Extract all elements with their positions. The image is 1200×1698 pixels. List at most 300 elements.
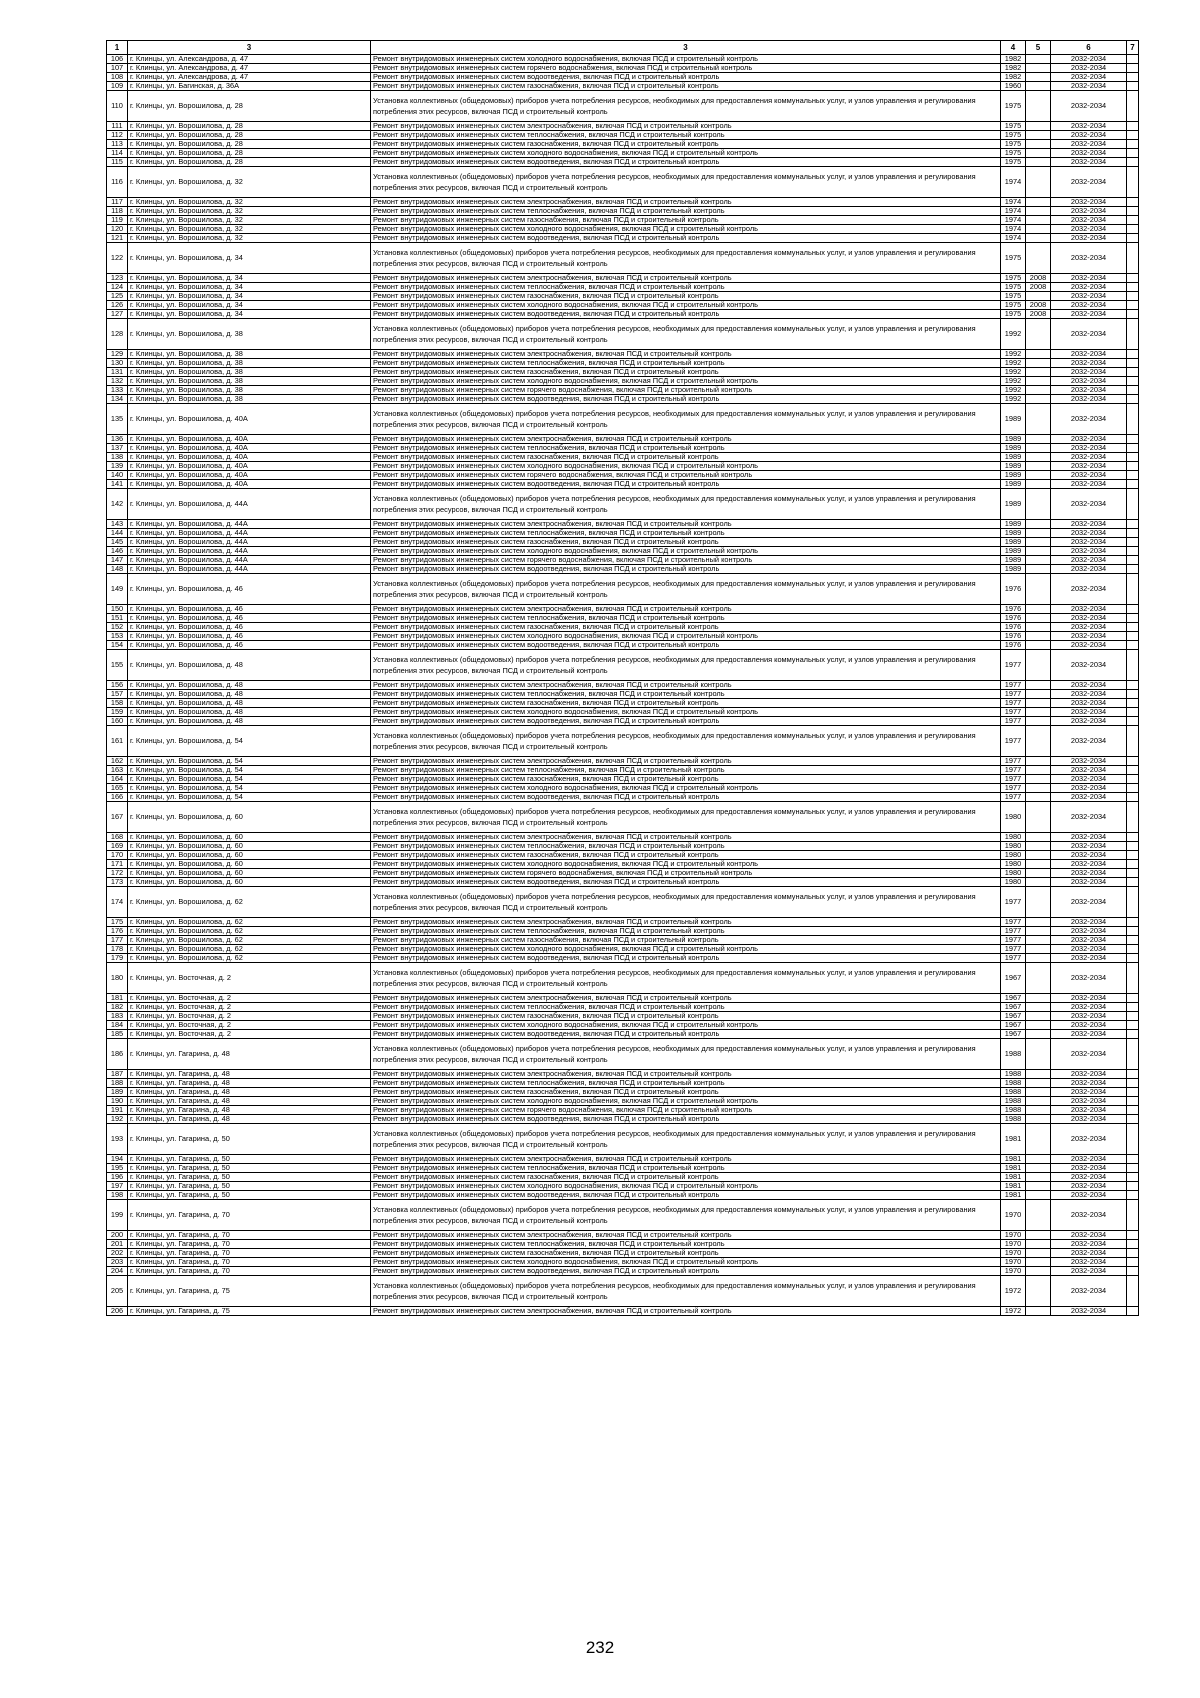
row-number: 205 bbox=[107, 1276, 128, 1307]
planned-period-cell: 2032-2034 bbox=[1051, 1258, 1127, 1267]
year-built-cell: 1988 bbox=[1001, 1039, 1026, 1070]
planned-period-cell: 2032-2034 bbox=[1051, 292, 1127, 301]
year-built-cell: 1981 bbox=[1001, 1164, 1026, 1173]
table-row bbox=[107, 1088, 1139, 1097]
work-description-cell: Ремонт внутридомовых инженерных систем электроснабжения, включая ПСД и строительный контроль bbox=[371, 605, 1001, 614]
row-number: 152 bbox=[107, 623, 128, 632]
table-row bbox=[107, 73, 1139, 82]
planned-period-cell: 2032-2034 bbox=[1051, 793, 1127, 802]
row-number: 115 bbox=[107, 158, 128, 167]
empty-cell bbox=[1127, 878, 1139, 887]
table-row bbox=[107, 918, 1139, 927]
year-built-cell: 1970 bbox=[1001, 1200, 1026, 1231]
address-cell: г. Клинцы, ул. Ворошилова, д. 54 bbox=[128, 775, 371, 784]
last-repair-year-cell bbox=[1026, 1021, 1051, 1030]
empty-cell bbox=[1127, 650, 1139, 681]
empty-cell bbox=[1127, 158, 1139, 167]
last-repair-year-cell bbox=[1026, 350, 1051, 359]
work-description-cell: Ремонт внутридомовых инженерных систем теплоснабжения, включая ПСД и строительный контроль bbox=[371, 529, 1001, 538]
last-repair-year-cell bbox=[1026, 574, 1051, 605]
last-repair-year-cell bbox=[1026, 520, 1051, 529]
row-number: 155 bbox=[107, 650, 128, 681]
work-description-cell: Ремонт внутридомовых инженерных систем газоснабжения, включая ПСД и строительный контроль bbox=[371, 1012, 1001, 1021]
address-cell: г. Клинцы, ул. Ворошилова, д. 44А bbox=[128, 529, 371, 538]
table-row bbox=[107, 453, 1139, 462]
year-built-cell: 1981 bbox=[1001, 1155, 1026, 1164]
year-built-cell: 1967 bbox=[1001, 1003, 1026, 1012]
last-repair-year-cell bbox=[1026, 918, 1051, 927]
planned-period-cell: 2032-2034 bbox=[1051, 699, 1127, 708]
address-cell: г. Клинцы, ул. Ворошилова, д. 34 bbox=[128, 292, 371, 301]
last-repair-year-cell bbox=[1026, 73, 1051, 82]
row-number: 162 bbox=[107, 757, 128, 766]
year-built-cell: 1977 bbox=[1001, 726, 1026, 757]
empty-cell bbox=[1127, 1191, 1139, 1200]
work-description-cell: Ремонт внутридомовых инженерных систем холодного водоснабжения, включая ПСД и строительный контроль bbox=[371, 377, 1001, 386]
row-number: 175 bbox=[107, 918, 128, 927]
table-row bbox=[107, 963, 1139, 994]
address-cell: г. Клинцы, ул. Ворошилова, д. 54 bbox=[128, 757, 371, 766]
table-row bbox=[107, 350, 1139, 359]
year-built-cell: 1976 bbox=[1001, 605, 1026, 614]
empty-cell bbox=[1127, 1173, 1139, 1182]
last-repair-year-cell bbox=[1026, 1249, 1051, 1258]
year-built-cell: 1967 bbox=[1001, 963, 1026, 994]
year-built-cell: 1977 bbox=[1001, 708, 1026, 717]
last-repair-year-cell bbox=[1026, 1240, 1051, 1249]
empty-cell bbox=[1127, 1021, 1139, 1030]
planned-period-cell: 2032-2034 bbox=[1051, 681, 1127, 690]
row-number: 158 bbox=[107, 699, 128, 708]
planned-period-cell: 2032-2034 bbox=[1051, 149, 1127, 158]
table-row bbox=[107, 681, 1139, 690]
last-repair-year-cell bbox=[1026, 565, 1051, 574]
row-number: 120 bbox=[107, 225, 128, 234]
table-row bbox=[107, 766, 1139, 775]
table-row bbox=[107, 614, 1139, 623]
address-cell: г. Клинцы, ул. Ворошилова, д. 38 bbox=[128, 350, 371, 359]
year-built-cell: 1975 bbox=[1001, 310, 1026, 319]
register-sheet bbox=[106, 40, 1139, 1316]
row-number: 157 bbox=[107, 690, 128, 699]
year-built-cell: 1989 bbox=[1001, 547, 1026, 556]
table-row bbox=[107, 927, 1139, 936]
planned-period-cell: 2032-2034 bbox=[1051, 1307, 1127, 1316]
header-cell: 3 bbox=[128, 41, 371, 55]
address-cell: г. Клинцы, ул. Гагарина, д. 48 bbox=[128, 1079, 371, 1088]
planned-period-cell: 2032-2034 bbox=[1051, 1124, 1127, 1155]
planned-period-cell: 2032-2034 bbox=[1051, 623, 1127, 632]
empty-cell bbox=[1127, 1106, 1139, 1115]
year-built-cell: 1988 bbox=[1001, 1070, 1026, 1079]
address-cell: г. Клинцы, ул. Ворошилова, д. 34 bbox=[128, 301, 371, 310]
table-row bbox=[107, 243, 1139, 274]
last-repair-year-cell bbox=[1026, 954, 1051, 963]
table-row bbox=[107, 757, 1139, 766]
table-row bbox=[107, 64, 1139, 73]
header-cell: 3 bbox=[371, 41, 1001, 55]
planned-period-cell: 2032-2034 bbox=[1051, 82, 1127, 91]
year-built-cell: 1989 bbox=[1001, 565, 1026, 574]
work-description-cell: Установка коллективных (общедомовых) приборов учета потребления ресурсов, необходимых для предоставления коммунальных услуг, и узлов управления и регулирования потребления этих ресурсов, включая ПСД и строительный контроль bbox=[371, 726, 1001, 757]
planned-period-cell: 2032-2034 bbox=[1051, 140, 1127, 149]
empty-cell bbox=[1127, 565, 1139, 574]
empty-cell bbox=[1127, 1003, 1139, 1012]
row-number: 147 bbox=[107, 556, 128, 565]
row-number: 122 bbox=[107, 243, 128, 274]
empty-cell bbox=[1127, 274, 1139, 283]
address-cell: г. Клинцы, ул. Ворошилова, д. 32 bbox=[128, 167, 371, 198]
row-number: 197 bbox=[107, 1182, 128, 1191]
address-cell: г. Клинцы, ул. Ворошилова, д. 40А bbox=[128, 471, 371, 480]
last-repair-year-cell bbox=[1026, 842, 1051, 851]
table-row bbox=[107, 158, 1139, 167]
last-repair-year-cell bbox=[1026, 131, 1051, 140]
table-row bbox=[107, 131, 1139, 140]
last-repair-year-cell bbox=[1026, 632, 1051, 641]
address-cell: г. Клинцы, ул. Ворошилова, д. 60 bbox=[128, 842, 371, 851]
planned-period-cell: 2032-2034 bbox=[1051, 453, 1127, 462]
year-built-cell: 1989 bbox=[1001, 538, 1026, 547]
address-cell: г. Клинцы, ул. Гагарина, д. 70 bbox=[128, 1200, 371, 1231]
planned-period-cell: 2032-2034 bbox=[1051, 565, 1127, 574]
planned-period-cell: 2032-2034 bbox=[1051, 1164, 1127, 1173]
table-row bbox=[107, 1276, 1139, 1307]
empty-cell bbox=[1127, 404, 1139, 435]
work-description-cell: Ремонт внутридомовых инженерных систем электроснабжения, включая ПСД и строительный контроль bbox=[371, 918, 1001, 927]
work-description-cell: Ремонт внутридомовых инженерных систем электроснабжения, включая ПСД и строительный контроль bbox=[371, 1231, 1001, 1240]
row-number: 165 bbox=[107, 784, 128, 793]
year-built-cell: 1974 bbox=[1001, 207, 1026, 216]
year-built-cell: 1977 bbox=[1001, 699, 1026, 708]
row-number: 118 bbox=[107, 207, 128, 216]
last-repair-year-cell bbox=[1026, 775, 1051, 784]
row-number: 126 bbox=[107, 301, 128, 310]
row-number: 206 bbox=[107, 1307, 128, 1316]
table-row bbox=[107, 274, 1139, 283]
year-built-cell: 1970 bbox=[1001, 1231, 1026, 1240]
planned-period-cell: 2032-2034 bbox=[1051, 368, 1127, 377]
empty-cell bbox=[1127, 556, 1139, 565]
table-row bbox=[107, 149, 1139, 158]
address-cell: г. Клинцы, ул. Ворошилова, д. 54 bbox=[128, 793, 371, 802]
work-description-cell: Ремонт внутридомовых инженерных систем теплоснабжения, включая ПСД и строительный контроль bbox=[371, 283, 1001, 292]
empty-cell bbox=[1127, 435, 1139, 444]
year-built-cell: 1974 bbox=[1001, 234, 1026, 243]
empty-cell bbox=[1127, 520, 1139, 529]
table-row bbox=[107, 198, 1139, 207]
work-description-cell: Ремонт внутридомовых инженерных систем электроснабжения, включая ПСД и строительный контроль bbox=[371, 122, 1001, 131]
row-number: 180 bbox=[107, 963, 128, 994]
year-built-cell: 1976 bbox=[1001, 632, 1026, 641]
work-description-cell: Ремонт внутридомовых инженерных систем водоотведения, включая ПСД и строительный контроль bbox=[371, 565, 1001, 574]
page-number: 232 bbox=[585, 1638, 615, 1657]
work-description-cell: Ремонт внутридомовых инженерных систем электроснабжения, включая ПСД и строительный контроль bbox=[371, 681, 1001, 690]
row-number: 138 bbox=[107, 453, 128, 462]
row-number: 189 bbox=[107, 1088, 128, 1097]
planned-period-cell: 2032-2034 bbox=[1051, 404, 1127, 435]
work-description-cell: Ремонт внутридомовых инженерных систем электроснабжения, включая ПСД и строительный контроль bbox=[371, 520, 1001, 529]
planned-period-cell: 2032-2034 bbox=[1051, 690, 1127, 699]
row-number: 148 bbox=[107, 565, 128, 574]
last-repair-year-cell bbox=[1026, 945, 1051, 954]
planned-period-cell: 2032-2034 bbox=[1051, 243, 1127, 274]
planned-period-cell: 2032-2034 bbox=[1051, 91, 1127, 122]
planned-period-cell: 2032-2034 bbox=[1051, 878, 1127, 887]
planned-period-cell: 2032-2034 bbox=[1051, 480, 1127, 489]
header-cell: 1 bbox=[107, 41, 128, 55]
planned-period-cell: 2032-2034 bbox=[1051, 1249, 1127, 1258]
table-row bbox=[107, 1307, 1139, 1316]
table-row bbox=[107, 842, 1139, 851]
row-number: 198 bbox=[107, 1191, 128, 1200]
planned-period-cell: 2032-2034 bbox=[1051, 632, 1127, 641]
address-cell: г. Клинцы, ул. Ворошилова, д. 44А bbox=[128, 556, 371, 565]
address-cell: г. Клинцы, ул. Восточная, д. 2 bbox=[128, 1003, 371, 1012]
work-description-cell: Ремонт внутридомовых инженерных систем электроснабжения, включая ПСД и строительный контроль bbox=[371, 198, 1001, 207]
planned-period-cell: 2032-2034 bbox=[1051, 1200, 1127, 1231]
last-repair-year-cell bbox=[1026, 766, 1051, 775]
empty-cell bbox=[1127, 690, 1139, 699]
work-description-cell: Ремонт внутридомовых инженерных систем газоснабжения, включая ПСД и строительный контроль bbox=[371, 623, 1001, 632]
table-row bbox=[107, 565, 1139, 574]
planned-period-cell: 2032-2034 bbox=[1051, 359, 1127, 368]
year-built-cell: 1977 bbox=[1001, 793, 1026, 802]
address-cell: г. Клинцы, ул. Гагарина, д. 70 bbox=[128, 1258, 371, 1267]
address-cell: г. Клинцы, ул. Ворошилова, д. 44А bbox=[128, 489, 371, 520]
work-description-cell: Ремонт внутридомовых инженерных систем водоотведения, включая ПСД и строительный контроль bbox=[371, 1030, 1001, 1039]
address-cell: г. Клинцы, ул. Ворошилова, д. 46 bbox=[128, 605, 371, 614]
empty-cell bbox=[1127, 198, 1139, 207]
last-repair-year-cell bbox=[1026, 887, 1051, 918]
planned-period-cell: 2032-2034 bbox=[1051, 395, 1127, 404]
planned-period-cell: 2032-2034 bbox=[1051, 55, 1127, 64]
year-built-cell: 1975 bbox=[1001, 131, 1026, 140]
year-built-cell: 1989 bbox=[1001, 520, 1026, 529]
table-row bbox=[107, 994, 1139, 1003]
work-description-cell: Ремонт внутридомовых инженерных систем электроснабжения, включая ПСД и строительный контроль bbox=[371, 757, 1001, 766]
address-cell: г. Клинцы, ул. Ворошилова, д. 34 bbox=[128, 283, 371, 292]
last-repair-year-cell bbox=[1026, 55, 1051, 64]
last-repair-year-cell bbox=[1026, 860, 1051, 869]
work-description-cell: Ремонт внутридомовых инженерных систем водоотведения, включая ПСД и строительный контроль bbox=[371, 158, 1001, 167]
work-description-cell: Установка коллективных (общедомовых) приборов учета потребления ресурсов, необходимых для предоставления коммунальных услуг, и узлов управления и регулирования потребления этих ресурсов, включая ПСД и строительный контроль bbox=[371, 319, 1001, 350]
work-description-cell: Ремонт внутридомовых инженерных систем горячего водоснабжения, включая ПСД и строительный контроль bbox=[371, 64, 1001, 73]
last-repair-year-cell bbox=[1026, 963, 1051, 994]
address-cell: г. Клинцы, ул. Ворошилова, д. 60 bbox=[128, 833, 371, 842]
address-cell: г. Клинцы, ул. Ворошилова, д. 48 bbox=[128, 717, 371, 726]
row-number: 153 bbox=[107, 632, 128, 641]
row-number: 183 bbox=[107, 1012, 128, 1021]
table-row bbox=[107, 605, 1139, 614]
table-row bbox=[107, 802, 1139, 833]
address-cell: г. Клинцы, ул. Гагарина, д. 70 bbox=[128, 1267, 371, 1276]
table-row bbox=[107, 936, 1139, 945]
last-repair-year-cell bbox=[1026, 404, 1051, 435]
table-row bbox=[107, 784, 1139, 793]
planned-period-cell: 2032-2034 bbox=[1051, 757, 1127, 766]
year-built-cell: 1980 bbox=[1001, 851, 1026, 860]
year-built-cell: 1975 bbox=[1001, 158, 1026, 167]
table-row bbox=[107, 480, 1139, 489]
empty-cell bbox=[1127, 1307, 1139, 1316]
last-repair-year-cell bbox=[1026, 556, 1051, 565]
work-description-cell: Ремонт внутридомовых инженерных систем водоотведения, включая ПСД и строительный контроль bbox=[371, 1267, 1001, 1276]
work-description-cell: Ремонт внутридомовых инженерных систем теплоснабжения, включая ПСД и строительный контроль bbox=[371, 207, 1001, 216]
planned-period-cell: 2032-2034 bbox=[1051, 1003, 1127, 1012]
empty-cell bbox=[1127, 1249, 1139, 1258]
planned-period-cell: 2032-2034 bbox=[1051, 1070, 1127, 1079]
last-repair-year-cell bbox=[1026, 690, 1051, 699]
table-row bbox=[107, 1097, 1139, 1106]
last-repair-year-cell bbox=[1026, 605, 1051, 614]
year-built-cell: 1976 bbox=[1001, 614, 1026, 623]
last-repair-year-cell bbox=[1026, 1258, 1051, 1267]
last-repair-year-cell bbox=[1026, 82, 1051, 91]
table-row bbox=[107, 55, 1139, 64]
address-cell: г. Клинцы, ул. Гагарина, д. 75 bbox=[128, 1307, 371, 1316]
table-row bbox=[107, 359, 1139, 368]
empty-cell bbox=[1127, 1276, 1139, 1307]
last-repair-year-cell bbox=[1026, 198, 1051, 207]
last-repair-year-cell bbox=[1026, 802, 1051, 833]
address-cell: г. Клинцы, ул. Ворошилова, д. 32 bbox=[128, 207, 371, 216]
row-number: 137 bbox=[107, 444, 128, 453]
work-description-cell: Ремонт внутридомовых инженерных систем электроснабжения, включая ПСД и строительный контроль bbox=[371, 350, 1001, 359]
last-repair-year-cell bbox=[1026, 1191, 1051, 1200]
year-built-cell: 1970 bbox=[1001, 1267, 1026, 1276]
work-description-cell: Ремонт внутридомовых инженерных систем водоотведения, включая ПСД и строительный контроль bbox=[371, 395, 1001, 404]
table-row bbox=[107, 1003, 1139, 1012]
empty-cell bbox=[1127, 757, 1139, 766]
empty-cell bbox=[1127, 395, 1139, 404]
address-cell: г. Клинцы, ул. Ворошилова, д. 38 bbox=[128, 386, 371, 395]
address-cell: г. Клинцы, ул. Ворошилова, д. 28 bbox=[128, 122, 371, 131]
table-row bbox=[107, 547, 1139, 556]
year-built-cell: 1976 bbox=[1001, 623, 1026, 632]
row-number: 187 bbox=[107, 1070, 128, 1079]
planned-period-cell: 2032-2034 bbox=[1051, 216, 1127, 225]
year-built-cell: 1988 bbox=[1001, 1079, 1026, 1088]
row-number: 176 bbox=[107, 927, 128, 936]
last-repair-year-cell bbox=[1026, 1267, 1051, 1276]
row-number: 151 bbox=[107, 614, 128, 623]
year-built-cell: 1977 bbox=[1001, 887, 1026, 918]
empty-cell bbox=[1127, 793, 1139, 802]
year-built-cell: 1992 bbox=[1001, 386, 1026, 395]
row-number: 167 bbox=[107, 802, 128, 833]
row-number: 159 bbox=[107, 708, 128, 717]
last-repair-year-cell bbox=[1026, 650, 1051, 681]
empty-cell bbox=[1127, 1200, 1139, 1231]
header-cell: 6 bbox=[1051, 41, 1127, 55]
planned-period-cell: 2032-2034 bbox=[1051, 1079, 1127, 1088]
last-repair-year-cell bbox=[1026, 699, 1051, 708]
work-description-cell: Установка коллективных (общедомовых) приборов учета потребления ресурсов, необходимых для предоставления коммунальных услуг, и узлов управления и регулирования потребления этих ресурсов, включая ПСД и строительный контроль bbox=[371, 243, 1001, 274]
empty-cell bbox=[1127, 167, 1139, 198]
address-cell: г. Клинцы, ул. Ворошилова, д. 28 bbox=[128, 91, 371, 122]
work-description-cell: Ремонт внутридомовых инженерных систем газоснабжения, включая ПСД и строительный контроль bbox=[371, 292, 1001, 301]
table-row bbox=[107, 122, 1139, 131]
work-description-cell: Ремонт внутридомовых инженерных систем электроснабжения, включая ПСД и строительный контроль bbox=[371, 1155, 1001, 1164]
last-repair-year-cell bbox=[1026, 681, 1051, 690]
table-row bbox=[107, 386, 1139, 395]
row-number: 174 bbox=[107, 887, 128, 918]
year-built-cell: 1981 bbox=[1001, 1182, 1026, 1191]
address-cell: г. Клинцы, ул. Ворошилова, д. 60 bbox=[128, 802, 371, 833]
address-cell: г. Клинцы, ул. Гагарина, д. 50 bbox=[128, 1173, 371, 1182]
work-description-cell: Ремонт внутридомовых инженерных систем водоотведения, включая ПСД и строительный контроль bbox=[371, 310, 1001, 319]
last-repair-year-cell bbox=[1026, 216, 1051, 225]
address-cell: г. Клинцы, ул. Ворошилова, д. 60 bbox=[128, 869, 371, 878]
last-repair-year-cell bbox=[1026, 1070, 1051, 1079]
table-row bbox=[107, 1155, 1139, 1164]
table-row bbox=[107, 167, 1139, 198]
planned-period-cell: 2032-2034 bbox=[1051, 529, 1127, 538]
address-cell: г. Клинцы, ул. Ворошилова, д. 40А bbox=[128, 462, 371, 471]
planned-period-cell: 2032-2034 bbox=[1051, 918, 1127, 927]
year-built-cell: 1989 bbox=[1001, 556, 1026, 565]
planned-period-cell: 2032-2034 bbox=[1051, 131, 1127, 140]
work-description-cell: Ремонт внутридомовых инженерных систем холодного водоснабжения, включая ПСД и строительный контроль bbox=[371, 225, 1001, 234]
work-description-cell: Установка коллективных (общедомовых) приборов учета потребления ресурсов, необходимых для предоставления коммунальных услуг, и узлов управления и регулирования потребления этих ресурсов, включая ПСД и строительный контроль bbox=[371, 91, 1001, 122]
address-cell: г. Клинцы, ул. Ворошилова, д. 62 bbox=[128, 918, 371, 927]
table-row bbox=[107, 887, 1139, 918]
empty-cell bbox=[1127, 842, 1139, 851]
year-built-cell: 1988 bbox=[1001, 1106, 1026, 1115]
year-built-cell: 1977 bbox=[1001, 775, 1026, 784]
year-built-cell: 1989 bbox=[1001, 480, 1026, 489]
planned-period-cell: 2032-2034 bbox=[1051, 64, 1127, 73]
address-cell: г. Клинцы, ул. Ворошилова, д. 40А bbox=[128, 444, 371, 453]
last-repair-year-cell bbox=[1026, 489, 1051, 520]
last-repair-year-cell bbox=[1026, 529, 1051, 538]
row-number: 144 bbox=[107, 529, 128, 538]
last-repair-year-cell bbox=[1026, 225, 1051, 234]
work-description-cell: Ремонт внутридомовых инженерных систем холодного водоснабжения, включая ПСД и строительный контроль bbox=[371, 632, 1001, 641]
row-number: 154 bbox=[107, 641, 128, 650]
last-repair-year-cell bbox=[1026, 1124, 1051, 1155]
row-number: 195 bbox=[107, 1164, 128, 1173]
planned-period-cell: 2032-2034 bbox=[1051, 234, 1127, 243]
address-cell: г. Клинцы, ул. Ворошилова, д. 62 bbox=[128, 945, 371, 954]
table-row bbox=[107, 404, 1139, 435]
planned-period-cell: 2032-2034 bbox=[1051, 851, 1127, 860]
last-repair-year-cell bbox=[1026, 1276, 1051, 1307]
year-built-cell: 1989 bbox=[1001, 489, 1026, 520]
year-built-cell: 1980 bbox=[1001, 878, 1026, 887]
row-number: 150 bbox=[107, 605, 128, 614]
address-cell: г. Клинцы, ул. Ворошилова, д. 54 bbox=[128, 784, 371, 793]
planned-period-cell: 2032-2034 bbox=[1051, 574, 1127, 605]
planned-period-cell: 2032-2034 bbox=[1051, 225, 1127, 234]
table-row bbox=[107, 641, 1139, 650]
empty-cell bbox=[1127, 1258, 1139, 1267]
work-description-cell: Ремонт внутридомовых инженерных систем теплоснабжения, включая ПСД и строительный контроль bbox=[371, 614, 1001, 623]
year-built-cell: 1980 bbox=[1001, 833, 1026, 842]
empty-cell bbox=[1127, 310, 1139, 319]
address-cell: г. Клинцы, ул. Ворошилова, д. 48 bbox=[128, 699, 371, 708]
work-description-cell: Установка коллективных (общедомовых) приборов учета потребления ресурсов, необходимых для предоставления коммунальных услуг, и узлов управления и регулирования потребления этих ресурсов, включая ПСД и строительный контроль bbox=[371, 1276, 1001, 1307]
table-row bbox=[107, 444, 1139, 453]
planned-period-cell: 2032-2034 bbox=[1051, 833, 1127, 842]
empty-cell bbox=[1127, 802, 1139, 833]
year-built-cell: 1981 bbox=[1001, 1124, 1026, 1155]
row-number: 172 bbox=[107, 869, 128, 878]
work-description-cell: Ремонт внутридомовых инженерных систем холодного водоснабжения, включая ПСД и строительный контроль bbox=[371, 1182, 1001, 1191]
work-description-cell: Ремонт внутридомовых инженерных систем холодного водоснабжения, включая ПСД и строительный контроль bbox=[371, 1258, 1001, 1267]
planned-period-cell: 2032-2034 bbox=[1051, 717, 1127, 726]
